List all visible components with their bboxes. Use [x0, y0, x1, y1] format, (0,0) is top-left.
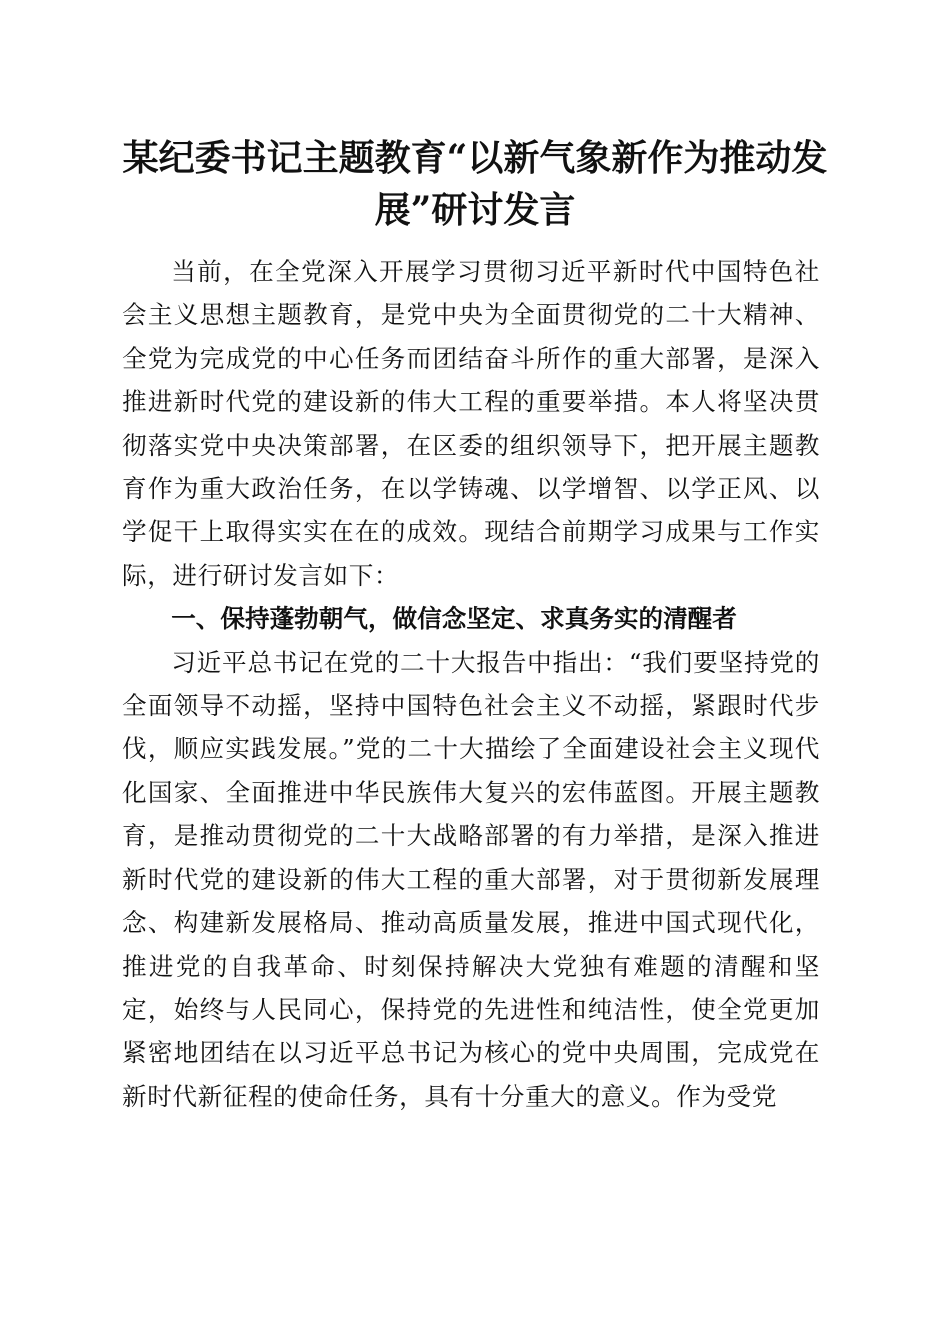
document-body — [122, 250, 820, 1118]
paragraph-intro: 当前，在全党深入开展学习贯彻习近平新时代中国特色社会主义思想主题教育，是党中央为全面贯彻党的二十大精神、全党为完成党的中心任务而团结奋斗所作的重大部署，是深入推进新时代党的建设新的伟大工程的重要举措。本人将坚决贯彻落实党中央决策部署，在区委的组织领导下，把开展主题教育作为重大政治任务，在以学铸魂、以学增智、以学正风、以学促干上取得实实在在的成效。现结合前期学习成果与工作实际，进行研讨发言如下： — [122, 257, 820, 590]
document-title: 某纪委书记主题教育“以新气象新作为推动发展”研讨发言 — [122, 137, 828, 231]
paragraph-section-1: 习近平总书记在党的二十大报告中指出：“我们要坚持党的全面领导不动摇，坚持中国特色社会主义不动摇，紧跟时代步伐，顺应实践发展。”党的二十大描绘了全面建设社会主义现代化国家、全面推进中华民族伟大复兴的宏伟蓝图。开展主题教育，是推动贯彻党的二十大战略部署的有力举措，是深入推进新时代党的建设新的伟大工程的重大部署，对于贯彻新发展理念、构建新发展格局、推动高质量发展，推进中国式现代化，推进党的自我革命、时刻保持解决大党独有难题的清醒和坚定，始终与人民同心，保持党的先进性和纯洁性，使全党更加紧密地团结在以习近平总书记为核心的党中央周围，完成党在新时代新征程的使命任务，具有十分重大的意义。作为受党 — [122, 647, 820, 1111]
section-heading-1: 一、保持蓬勃朝气，做信念坚定、求真务实的清醒者 — [171, 604, 737, 634]
